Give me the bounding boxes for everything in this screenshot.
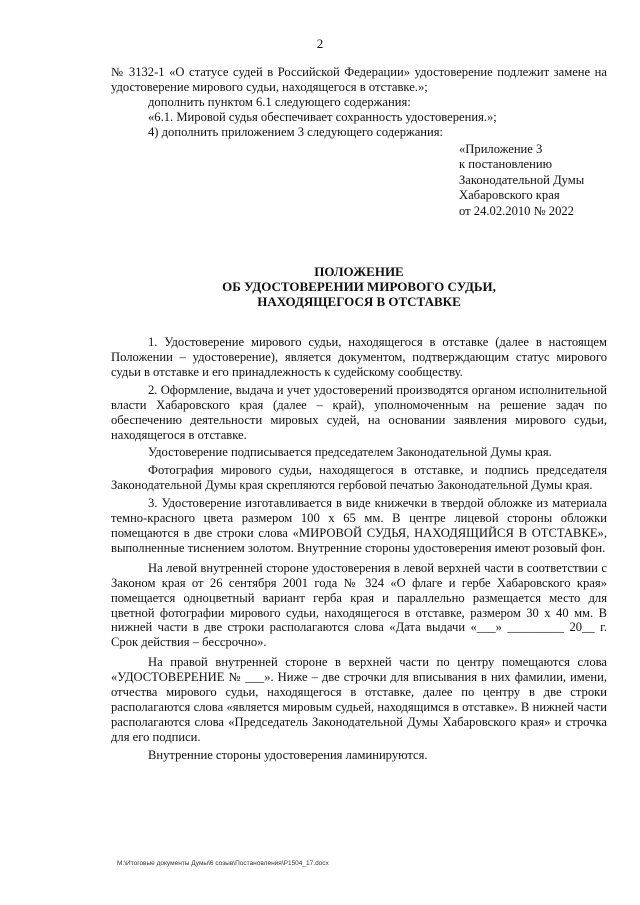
regulation-body (111, 335, 607, 762)
paragraph-3-lamination: Внутренние стороны удостоверения ламинируются. (148, 747, 428, 762)
title-line: НАХОДЯЩЕГОСЯ В ОТСТАВКЕ (257, 293, 461, 309)
appendix-header (459, 142, 607, 220)
appendix-line: Законодательной Думы (459, 172, 585, 187)
intro-item-add-point: дополнить пунктом 6.1 следующего содержания: (148, 94, 411, 109)
appendix-line: от 24.02.2010 № 2022 (459, 203, 574, 218)
paragraph-3: 3. Удостоверение изготавливается в виде книжечки в твердой обложке из материала темно-красного цвета размером 100 x 65 мм. В центре лицевой стороны обложки помещаются в две строки слова «МИРОВОЙ СУДЬЯ, НАХОДЯЩИЙСЯ В ОТСТАВКЕ», выполненные тиснением золотом. Внутренние стороны удостоверения имеют розовый фон. (111, 496, 607, 555)
intro-continuation: № 3132-1 «О статусе судей в Российской Федерации» удостоверение подлежит замене на удостоверение мирового судьи, находящегося в отставке.»; (111, 65, 607, 94)
intro-item-4: 4) дополнить приложением 3 следующего содержания: (148, 124, 444, 139)
paragraph-3-left-side: На левой внутренней стороне удостоверения в левой верхней части в соответствии с Законом края от 26 сентября 2001 года № 324 «О флаге и гербе Хабаровского края» помещается одноцветный вариант герба края и параллельно размещается место для цветной фотографии мирового судьи, находящегося в отставке, размером 30 x 40 мм. В нижней части в две строки располагаются слова «Дата выдачи «___» _________ 20__ г. Срок действия – бессрочно». (111, 560, 607, 650)
title-line: ПОЛОЖЕНИЕ (314, 263, 404, 279)
intro-point-6-1: «6.1. Мировой судья обеспечивает сохранность удостоверения.»; (148, 109, 497, 124)
document-body (111, 65, 607, 763)
document-title (111, 264, 607, 310)
appendix-line: Хабаровского края (459, 188, 560, 203)
title-line: ОБ УДОСТОВЕРЕНИИ МИРОВОГО СУДЬИ, (222, 278, 496, 294)
paragraph-2: 2. Оформление, выдача и учет удостоверений производятся органом исполнительной власти Хабаровского края (далее – край), уполномоченным на решение задач по обеспечению деятельности мировых судей, на основании заявления мирового судьи, находящегося в отставке. (111, 382, 607, 442)
page-number: 2 (316, 36, 324, 51)
paragraph-2-signature: Удостоверение подписывается председателем Законодательной Думы края. (148, 445, 552, 460)
paragraph-1: 1. Удостоверение мирового судьи, находящегося в отставке (далее в настоящем Положении – удостоверение), является документом, подтверждающим статус мирового судьи в отставке и его принадлежность к судейскому сообществу. (111, 335, 607, 379)
paragraph-2-photo-seal: Фотография мирового судьи, находящегося в отставке, и подпись председателя Законодательной Думы края скрепляются гербовой печатью Законодательной Думы края. (111, 463, 607, 493)
appendix-line: к постановлению (459, 157, 553, 172)
file-path-footer: M:\Итоговые документы Думы\6 созыв\Постановления\P1504_17.docx (117, 860, 329, 867)
paragraph-3-right-side: На правой внутренней стороне в верхней части по центру помещаются слова «УДОСТОВЕРЕНИЕ № ___». Ниже – две строчки для вписывания в них фамилии, имени, отчества мирового судьи, находящегося в отставке, далее по центру в две строки располагаются слова «является мировым судьей, находящимся в отставке». В нижней части располагаются слова «Председатель Законодательной Думы Хабаровского края» и строчка для его подписи. (111, 655, 607, 744)
appendix-line: «Приложение 3 (459, 141, 543, 156)
